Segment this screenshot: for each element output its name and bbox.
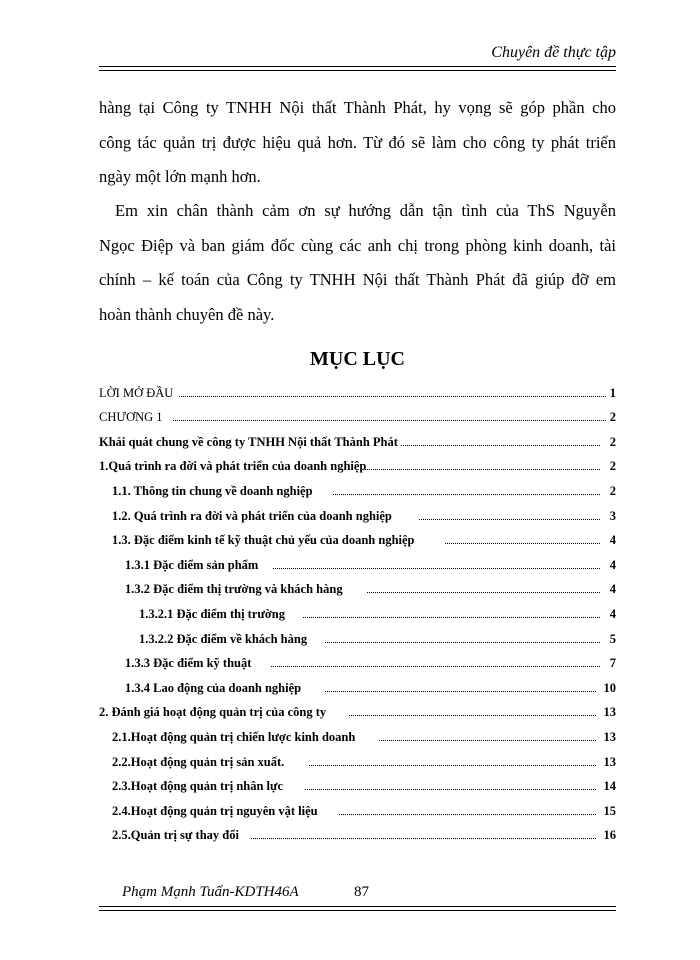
toc-entry-page: 14 — [603, 779, 616, 794]
toc-leader-dots — [173, 418, 606, 421]
toc-entry-text: 1.3.3 Đặc điểm kỹ thuật — [125, 656, 252, 671]
toc-entry-page: 13 — [603, 705, 616, 720]
toc-leader-dots — [419, 517, 600, 520]
toc-entry-page: 4 — [609, 557, 616, 572]
toc-entry-page: 2 — [609, 434, 616, 449]
toc-entry-text: 1.3.4 Lao động của doanh nghiệp — [125, 680, 302, 695]
toc-leader-dots — [349, 713, 596, 716]
toc-entry[interactable] — [99, 378, 616, 403]
toc-entry-page: 13 — [603, 729, 616, 744]
toc-entry[interactable] — [99, 772, 616, 797]
toc-entry-text: 2.2.Hoạt động quản trị sản xuất. — [112, 754, 285, 769]
footer-rule — [99, 906, 616, 911]
toc-entry[interactable] — [99, 722, 616, 747]
body-line: hoàn thành chuyên đề này. — [99, 304, 275, 324]
toc-entry[interactable] — [99, 550, 616, 575]
toc-leader-dots — [325, 640, 600, 643]
header-rule — [99, 66, 616, 71]
toc-leader-dots — [333, 492, 600, 495]
toc-leader-dots — [303, 615, 600, 618]
toc-entry[interactable] — [99, 796, 616, 821]
toc-entry-page: 2 — [609, 410, 616, 425]
toc-entry-text: 2.4.Hoạt động quản trị nguyên vật liệu — [112, 803, 318, 818]
toc-entry[interactable] — [99, 403, 616, 428]
toc-entry-text: 1.3.2 Đặc điểm thị trường và khách hàng — [125, 582, 343, 597]
toc-leader-dots — [325, 689, 596, 692]
toc-entry-text: 1.3.2.2 Đặc điểm về khách hàng — [139, 631, 308, 646]
toc-leader-dots — [179, 394, 606, 397]
body-line: Em xin chân thành cảm ơn sự hướng dẫn tận tình của ThS Nguyễn — [115, 201, 616, 220]
toc-entry-page: 4 — [609, 582, 616, 597]
toc-entry-page: 4 — [609, 533, 616, 548]
body-paragraph-1 — [99, 91, 616, 195]
toc-leader-dots — [445, 541, 600, 544]
toc-entry[interactable] — [99, 747, 616, 772]
toc-leader-dots — [339, 812, 596, 815]
toc-entry-text: 2.3.Hoạt động quản trị nhân lực — [112, 779, 284, 794]
toc-entry-text: 1.1. Thông tin chung về doanh nghiệp — [112, 483, 313, 498]
toc-entry[interactable] — [99, 427, 616, 452]
toc-entry[interactable] — [99, 649, 616, 674]
toc-entry[interactable] — [99, 673, 616, 698]
toc-entry[interactable] — [99, 821, 616, 846]
toc-entry-page: 15 — [603, 803, 616, 818]
toc-entry-page: 10 — [603, 680, 616, 695]
toc-entry[interactable] — [99, 624, 616, 649]
body-line: Ngọc Điệp và ban giám đốc cùng các anh chị trong phòng kinh doanh, tài — [99, 235, 616, 255]
toc-entry[interactable] — [99, 476, 616, 501]
page-header-title: Chuyên đề thực tập — [491, 44, 616, 61]
body-line: chính – kế toán của Công ty TNHH Nội thất Thành Phát đã giúp đỡ em — [99, 270, 616, 289]
toc-entry[interactable] — [99, 599, 616, 624]
toc-leader-dots — [379, 738, 596, 741]
toc-entry-text: 1.3.1 Đặc điểm sản phẩm — [125, 557, 259, 572]
toc-entry-text: 1.Quá trình ra đời và phát triển của doanh nghiệp — [99, 459, 367, 474]
toc-entry[interactable] — [99, 501, 616, 526]
toc-entry-page: 3 — [609, 508, 616, 523]
toc-entry-text: 1.3.2.1 Đặc điểm thị trường — [139, 606, 286, 621]
toc-entry-text: 1.3. Đặc điểm kinh tế kỹ thuật chủ yếu của doanh nghiệp — [112, 533, 415, 548]
toc-entry-text: 2.5.Quản trị sự thay đổi — [112, 828, 239, 843]
toc-leader-dots — [251, 836, 596, 839]
toc-entry[interactable] — [99, 698, 616, 723]
toc-entry[interactable] — [99, 575, 616, 600]
toc-leader-dots — [271, 664, 600, 667]
toc-leader-dots — [273, 566, 600, 569]
toc-entry-page: 1 — [609, 385, 616, 400]
toc-entry-text: 1.2. Quá trình ra đời và phát triển của doanh nghiệp — [112, 508, 392, 523]
toc-entry-text: 2. Đánh giá hoạt động quản trị của công ty — [99, 705, 327, 720]
toc-entry[interactable] — [99, 452, 616, 477]
body-paragraph-2 — [99, 194, 616, 332]
body-line: công tác quản trị được hiệu quả hơn. Từ đó sẽ làm cho công ty phát triển — [99, 132, 616, 152]
toc-entry-page: 13 — [603, 754, 616, 769]
table-of-contents — [99, 378, 616, 845]
toc-leader-dots — [305, 787, 596, 790]
toc-leader-dots — [367, 590, 600, 593]
toc-entry[interactable] — [99, 526, 616, 551]
toc-entry-page: 5 — [609, 631, 616, 646]
toc-heading: MỤC LỤC — [310, 348, 405, 370]
footer-page-number: 87 — [354, 884, 369, 900]
toc-leader-dots — [401, 443, 600, 446]
body-line: ngày một lớn mạnh hơn. — [99, 167, 261, 186]
footer-author: Phạm Mạnh Tuấn-KDTH46A — [122, 884, 299, 900]
toc-leader-dots — [365, 467, 600, 470]
body-line: hàng tại Công ty TNHH Nội thất Thành Phát, hy vọng sẽ góp phần cho — [99, 98, 616, 117]
toc-entry-page: 2 — [609, 483, 616, 498]
toc-entry-text: CHƯƠNG 1 — [99, 410, 163, 425]
toc-entry-page: 4 — [609, 606, 616, 621]
toc-entry-page: 7 — [609, 656, 616, 671]
toc-entry-text: LỜI MỞ ĐẦU — [99, 385, 174, 400]
page-footer — [122, 884, 369, 901]
toc-entry-text: Khái quát chung về công ty TNHH Nội thất Thành Phát — [99, 434, 398, 449]
toc-leader-dots — [309, 763, 596, 766]
toc-entry-page: 16 — [603, 828, 616, 843]
toc-entry-text: 2.1.Hoạt động quản trị chiến lược kinh doanh — [112, 729, 356, 744]
toc-entry-page: 2 — [609, 459, 616, 474]
